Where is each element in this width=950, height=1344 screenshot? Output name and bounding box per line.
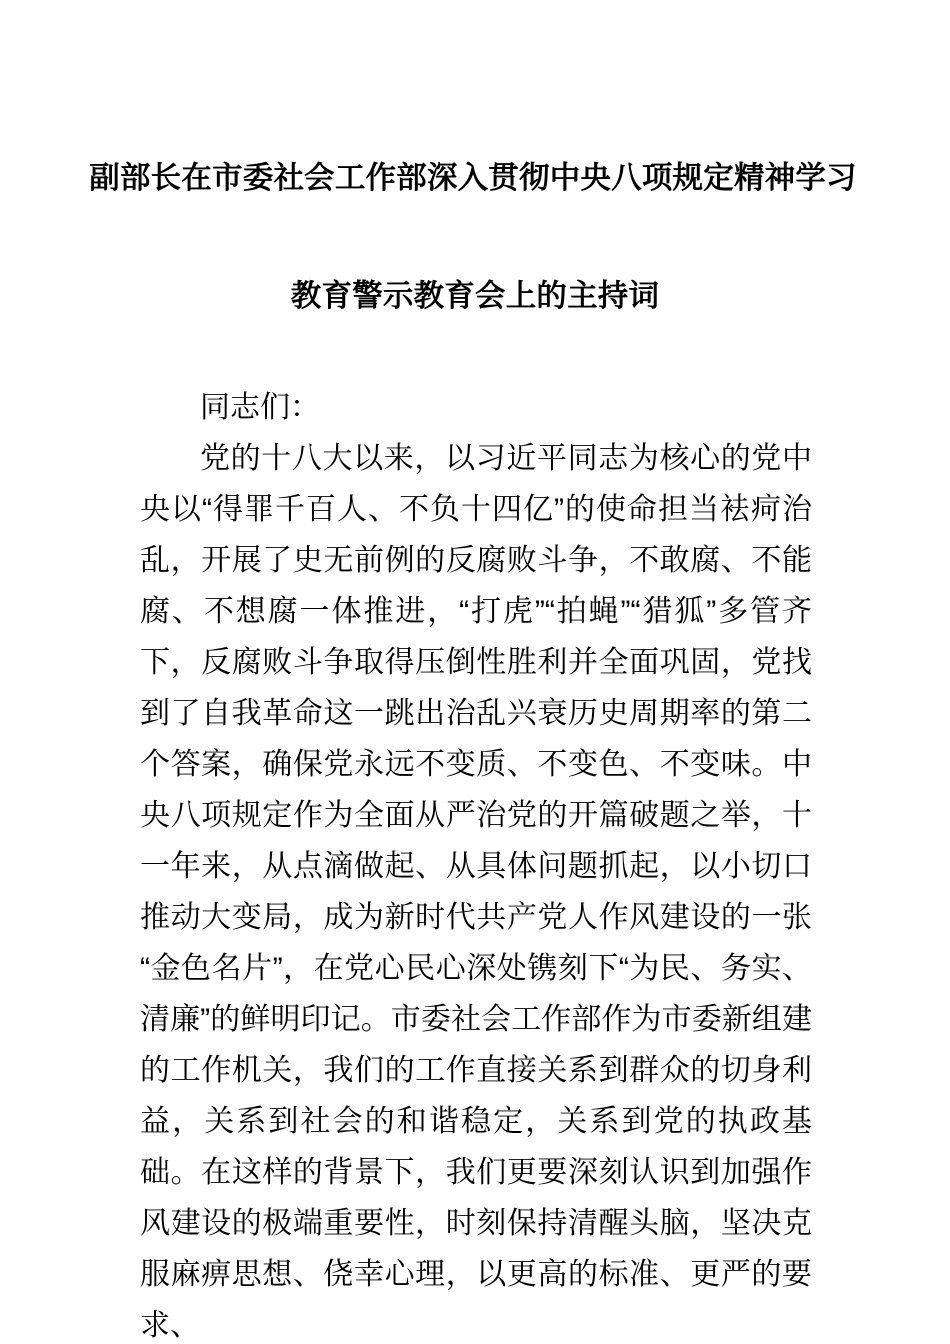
salutation-line: 同志们： (200, 391, 320, 424)
document-title-line-1: 副部长在市委社会工作部深入贯彻中央八项规定精神学习 (89, 161, 857, 195)
document-title-line-2: 教育警示教育会上的主持词 (290, 279, 660, 313)
document-body (140, 382, 812, 1344)
document-title-block (0, 152, 950, 323)
body-paragraph: 党的十八大以来，以习近平同志为核心的党中央以“得罪千百人、不负十四亿”的使命担当袪疴治乱，开展了史无前例的反腐败斗争，不敢腐、不能腐、不想腐一体推进，“打虎”“拍蝇”“猎狐”多管齐下，反腐败斗争取得压倒性胜利并全面巩固，党找到了自我革命这一跳出治乱兴衰历史周期率的第二个答案，确保党永远不变质、不变色、不变味。中央八项规定作为全面从严治党的开篇破题之举，十一年来，从点滴做起、从具体问题抓起，以小切口推动大变局，成为新时代共产党人作风建设的一张“金色名片”，在党心民心深处镌刻下“为民、务实、清廉”的鲜明印记。市委社会工作部作为市委新组建的工作机关，我们的工作直接关系到群众的切身利益，关系到社会的和谐稳定，关系到党的执政基础。在这样的背景下，我们更要深刻认识到加强作风建设的极端重要性，时刻保持清醒头脑，坚决克服麻痹思想、侥幸心理，以更高的标准、更严的要求、 (140, 442, 812, 1342)
